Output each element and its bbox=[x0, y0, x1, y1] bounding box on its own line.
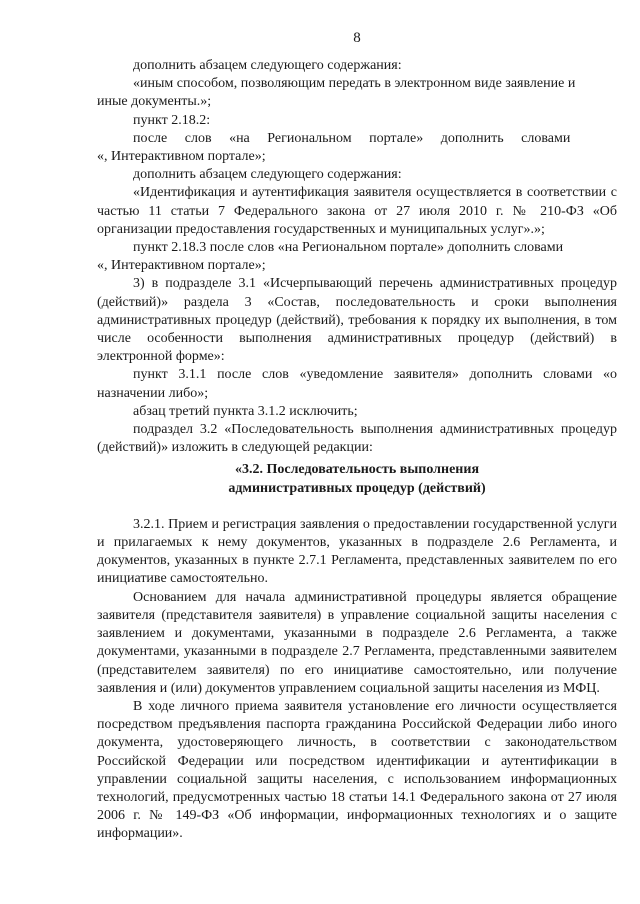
paragraph: Основанием для начала административной процедуры является обращение заявителя (представителя заявителя) в управление социальной защиты населения с заявлением и документами, указанными в подразделе 2.6 Регламента, а также документами, указанными в подразделе 2.7 Регламента, представленными заявителем (представителем заявителя) по его инициативе самостоятельно, или получение заявления и (или) документов управлением социальной защиты населения из МФЦ. bbox=[97, 589, 617, 696]
section-heading-line-2: административных процедур (действий) bbox=[228, 480, 486, 496]
paragraph: 3.2.1. Прием и регистрация заявления о предоставлении государственной услуги и прилагаемых к нему документов, указанных в подразделе 2.6 Регламента, и документов, указанных в пункте 2.7.1 Регламента, представленных заявителем по его инициативе самостоятельно. bbox=[97, 516, 617, 587]
paragraph: иные документы.»; bbox=[97, 94, 212, 110]
paragraph: пункт 3.1.1 после слов «уведомление заявителя» дополнить словами «о назначении либо»; bbox=[97, 367, 617, 401]
paragraph: «, Интерактивном портале»; bbox=[97, 258, 266, 274]
paragraph: В ходе личного приема заявителя установление его личности осуществляется посредством предъявления паспорта гражданина Российской Федерации либо иного документа, удостоверяющего личность, в соответствии с законодательством Российской Федерации или посредством идентификации и аутентификации в управлении социальной защиты населения, с использованием информационных технологий, предусмотренных частью 18 статьи 14.1 Федерального закона от 27 июля 2006 г. № 149-ФЗ «Об информации, информационных технологиях и о защите информации». bbox=[97, 698, 617, 842]
paragraph: 3) в подразделе 3.1 «Исчерпывающий перечень административных процедур (действий)» раздела 3 «Состав, последовательность и сроки выполнения административных процедур (действий), требования к порядку их выполнения, в том числе особенности выполнения административных процедур (действий) в электронной форме»: bbox=[97, 276, 617, 365]
paragraph: абзац третий пункта 3.1.2 исключить; bbox=[133, 403, 358, 419]
paragraph: дополнить абзацем следующего содержания: bbox=[133, 58, 402, 73]
paragraph: «, Интерактивном портале»; bbox=[97, 149, 266, 165]
spacer bbox=[97, 498, 617, 516]
document-body bbox=[97, 57, 617, 844]
paragraph: «иным способом, позволяющим передать в электронном виде заявление и bbox=[133, 76, 576, 92]
paragraph: после слов «на Региональном портале» дополнить словами bbox=[133, 130, 571, 146]
paragraph: пункт 2.18.2: bbox=[133, 112, 211, 128]
section-heading-line-1: «3.2. Последовательность выполнения bbox=[234, 462, 480, 478]
page-number: 8 bbox=[353, 30, 361, 46]
document-page bbox=[97, 0, 617, 904]
paragraph: «Идентификация и аутентификация заявителя осуществляется в соответствии с частью 11 статьи 7 Федерального закона от 27 июля 2010 г. № 210-ФЗ «Об организации предоставления государственных и муниципальных услуг».»; bbox=[97, 185, 617, 237]
paragraph: дополнить абзацем следующего содержания: bbox=[133, 167, 402, 183]
paragraph: пункт 2.18.3 после слов «на Региональном портале» дополнить словами bbox=[133, 240, 564, 256]
paragraph: подраздел 3.2 «Последовательность выполнения административных процедур (действий)» изложить в следующей редакции: bbox=[97, 422, 617, 456]
